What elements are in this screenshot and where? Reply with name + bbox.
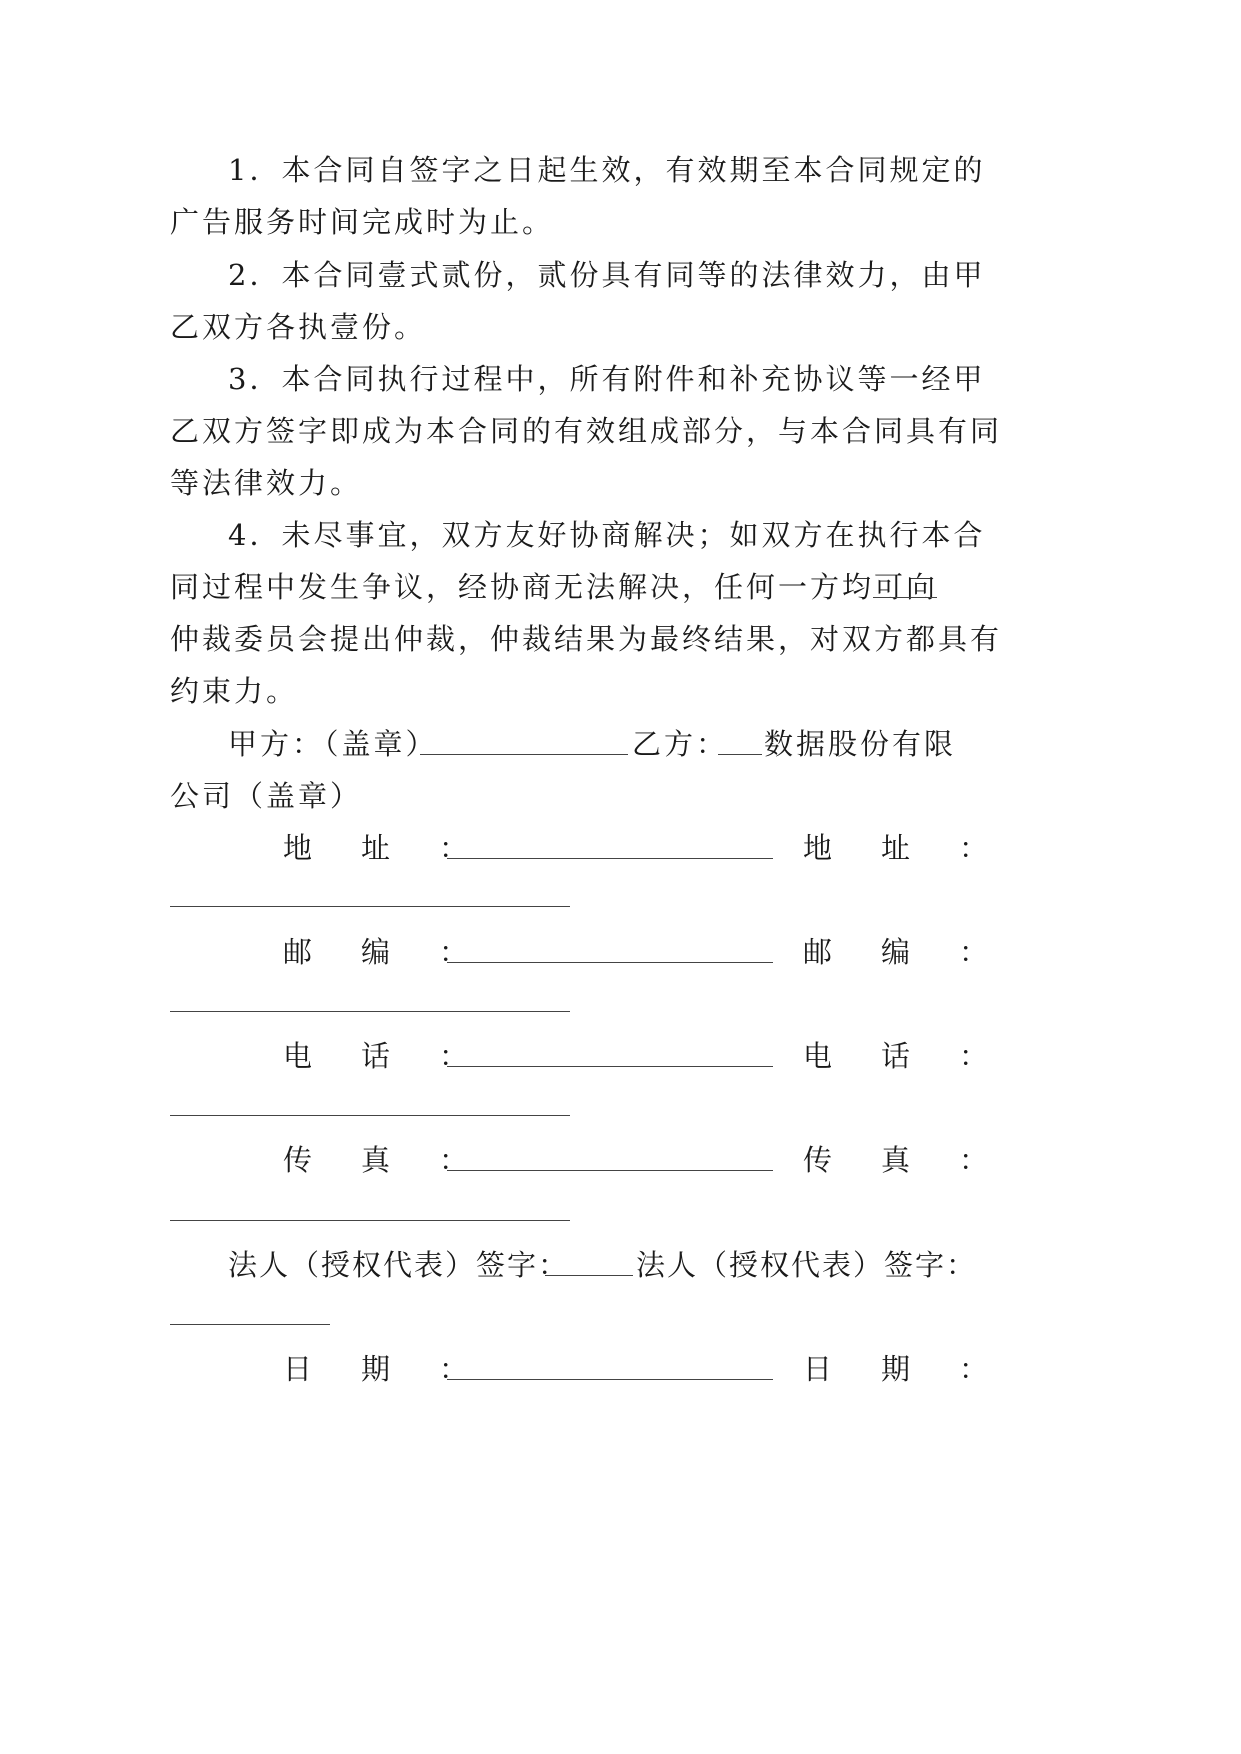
- address-label-b: 地 址 ：: [803, 831, 999, 865]
- address-row: [0, 828, 1241, 868]
- paragraph-2-line-2: [0, 307, 1241, 347]
- date-row: [0, 1349, 1241, 1389]
- party-b-blank: [718, 754, 762, 755]
- party-b-label: 乙方：: [632, 727, 729, 761]
- zipcode-label-b: 邮 编 ：: [803, 935, 999, 969]
- paragraph-3-line-3: [0, 463, 1241, 503]
- paragraph-3-line-2: [0, 411, 1241, 451]
- paragraph-4-line-1: [0, 515, 1241, 555]
- party-a-blank: [420, 754, 628, 755]
- phone-blank-a: [447, 1066, 773, 1067]
- legal-rep-blank-b: [170, 1324, 330, 1325]
- parties-line-2: [0, 776, 1241, 816]
- paragraph-text: 约束力。: [170, 674, 299, 708]
- fax-label-a: 传 真 ：: [283, 1143, 479, 1177]
- zipcode-label-a: 邮 编 ：: [283, 935, 479, 969]
- legal-rep-label-a: 法人（授权代表）签字：: [228, 1248, 570, 1282]
- paragraph-text: 等法律效力。: [170, 466, 363, 500]
- date-blank-a: [447, 1379, 773, 1380]
- paragraph-4-line-2: [0, 567, 1241, 607]
- phone-label-a: 电 话 ：: [283, 1039, 479, 1073]
- legal-rep-row: [0, 1245, 1241, 1285]
- parties-line: [0, 724, 1241, 764]
- paragraph-text: 同过程中发生争议，经协商无法解决，任何一方均可向: [170, 570, 939, 604]
- paragraph-4-line-4: [0, 671, 1241, 711]
- date-label-b: 日 期 ：: [803, 1352, 999, 1386]
- paragraph-4-line-3: [0, 619, 1241, 659]
- legal-rep-label-b: 法人（授权代表）签字：: [636, 1248, 978, 1282]
- arbitration-blank: [873, 597, 937, 598]
- date-label-a: 日 期 ：: [283, 1352, 479, 1386]
- party-b-company-cont: 公司（盖章）: [170, 779, 363, 813]
- paragraph-3-line-1: [0, 359, 1241, 399]
- party-b-company: 数据股份有限: [764, 727, 957, 761]
- paragraph-text: 2．本合同壹式贰份，贰份具有同等的法律效力，由甲: [228, 258, 986, 292]
- paragraph-text: 3．本合同执行过程中，所有附件和补充协议等一经甲: [228, 362, 986, 396]
- zipcode-row: [0, 932, 1241, 972]
- fax-label-b: 传 真 ：: [803, 1143, 999, 1177]
- paragraph-text: 1．本合同自签字之日起生效，有效期至本合同规定的: [228, 153, 986, 187]
- address-blank-a: [447, 858, 773, 859]
- paragraph-text: 仲裁委员会提出仲裁，仲裁结果为最终结果，对双方都具有: [170, 622, 1003, 656]
- fax-row: [0, 1140, 1241, 1180]
- zipcode-blank-a: [447, 962, 773, 963]
- paragraph-2-line-1: [0, 255, 1241, 295]
- phone-row: [0, 1036, 1241, 1076]
- paragraph-text: 广告服务时间完成时为止。: [170, 205, 555, 239]
- party-a-label: 甲方：（盖章）: [228, 727, 438, 761]
- paragraph-1-line-2: [0, 202, 1241, 242]
- paragraph-text: 乙双方各执壹份。: [170, 310, 427, 344]
- phone-blank-b: [170, 1115, 570, 1116]
- paragraph-1-line-1: [0, 150, 1241, 190]
- address-blank-b: [170, 906, 570, 907]
- legal-rep-blank-a: [545, 1275, 633, 1276]
- fax-blank-b: [170, 1220, 570, 1221]
- address-label-a: 地 址 ：: [283, 831, 479, 865]
- fax-blank-a: [447, 1170, 773, 1171]
- zipcode-blank-b: [170, 1011, 570, 1012]
- phone-label-b: 电 话 ：: [803, 1039, 999, 1073]
- paragraph-text: 4．未尽事宜，双方友好协商解决；如双方在执行本合: [228, 518, 986, 552]
- paragraph-text: 乙双方签字即成为本合同的有效组成部分，与本合同具有同: [170, 414, 1003, 448]
